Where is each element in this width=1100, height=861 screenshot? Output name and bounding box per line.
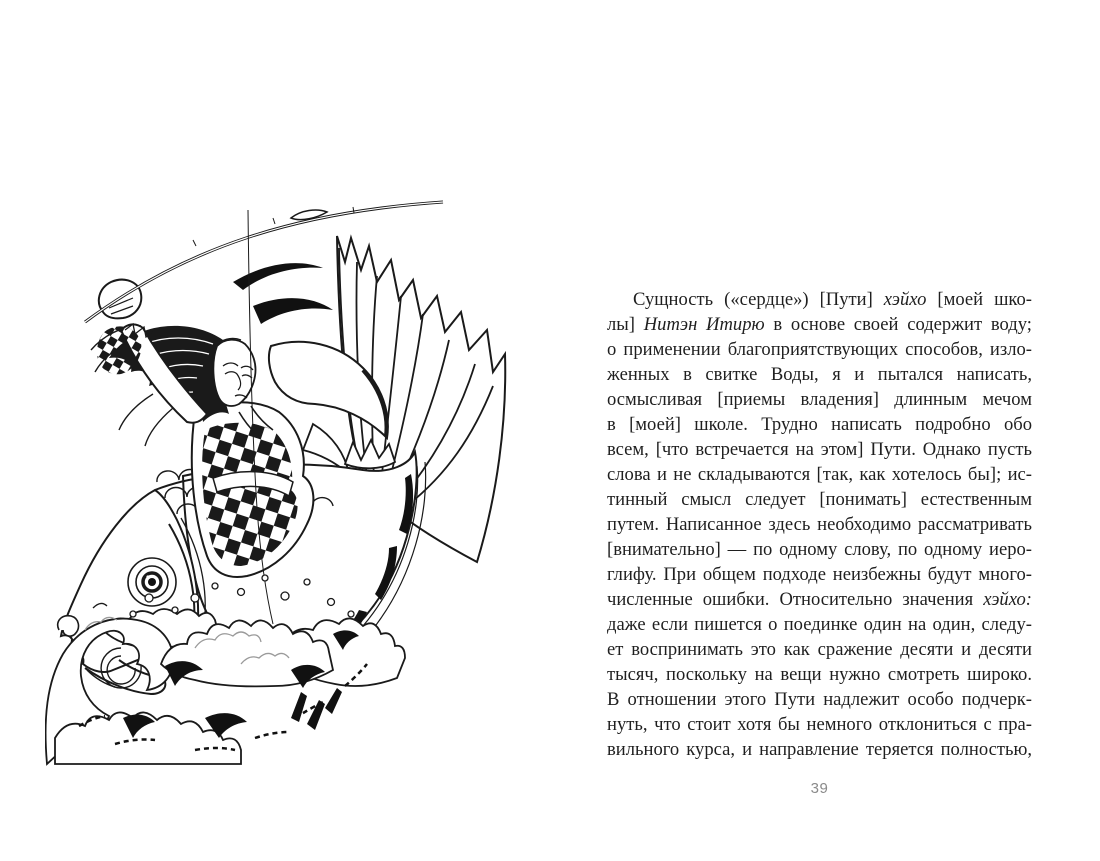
text-line: тинный смысл следует [понимать] естественным [607,489,1032,510]
text-line: глифу. При общем подходе неизбежны будут много- [607,564,1032,585]
samurai-riding-koi-illustration [45,178,515,768]
body-text [607,287,1032,762]
text-line: женных в свитке Воды, я и пытался написать, [607,364,1032,385]
text-line: осмысливая [приемы владения] длинным мечом [607,389,1032,410]
text-line: численные ошибки. Относительно значения хэйхо: [607,589,1032,610]
text-line: тысяч, поскольку на вещи нужно смотреть широко. [607,664,1032,685]
page-number: 39 [810,780,829,797]
text-line: о применении благоприятствующих способов, изло- [607,339,1032,360]
text-line: всем, [что встречается на этом] Пути. Однако пусть [607,439,1032,460]
text-line: в [моей] школе. Трудно написать подробно обо [607,414,1032,435]
text-line: Сущность («сердце») [Пути] хэйхо [моей шко- [633,289,1032,310]
text-line: даже если пишется о поединке один на один, следу- [607,614,1032,635]
text-line: вильного курса, и направление теряется полностью, [607,739,1032,760]
text-line: В отношении этого Пути надлежит особо подчерк- [607,689,1032,710]
text-line: путем. Написанное здесь необходимо рассматривать [607,514,1032,535]
text-line: [внимательно] — по одному слову, по одному иеро- [607,539,1032,560]
text-line: ет воспринимать это как сражение десяти и десяти [607,639,1032,660]
text-line: нуть, что стоит хотя бы немного отклониться с пра- [607,714,1032,735]
text-line: лы] Нитэн Итирю в основе своей содержит воду; [607,314,1032,335]
text-line: слова и не складываются [так, как хотелось бы]; ис- [607,464,1032,485]
rider-face [213,338,255,406]
